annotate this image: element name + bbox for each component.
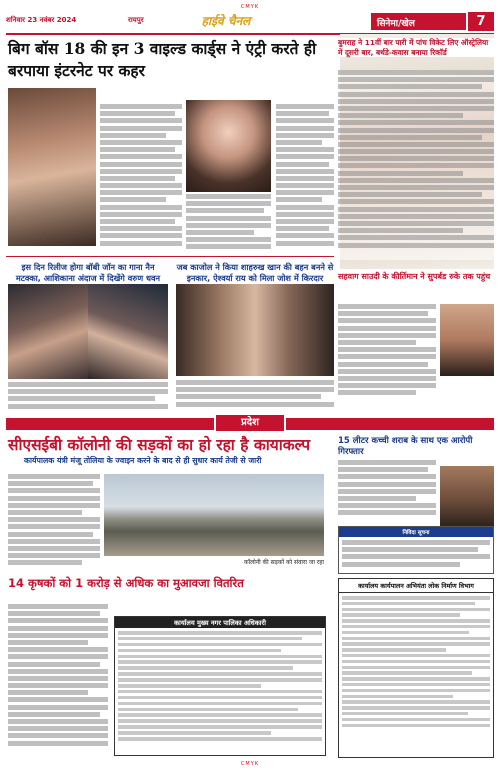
tender-listing	[338, 526, 494, 574]
middle-left-column	[8, 382, 168, 414]
header-brand: हाईवे चैनल	[201, 14, 251, 28]
middle-left-headline: इस दिन रिलीज होगा बॉबी जॉन का गाना नैन मटक्का, आशिकाना अंदाज में दिखेंगे वरुण धवन	[15, 262, 161, 283]
pradesh-right-headline: 15 लीटर कच्ची शराब के साथ एक आरोपी गिरफ्तार	[338, 436, 473, 457]
right-second-column	[338, 304, 436, 404]
pwd-notice	[338, 578, 494, 758]
lead-column-3	[276, 104, 334, 254]
tender-listing-title: निविदा सूचना	[339, 527, 493, 537]
section-band-title: प्रदेश	[214, 415, 286, 431]
municipal-notice-title: कार्यालय मुख्य नगर पालिका अधिकारी	[115, 617, 325, 628]
header-date: शनिवार 23 नवंबर 2024	[6, 16, 77, 24]
section-label: सिनेमा/खेल	[371, 13, 466, 30]
right-second-headline: सहवाग साउदी के कीर्तिमान ने सुपर्बड रुके तक पहुंच	[338, 272, 491, 281]
middle-right-column	[176, 380, 334, 414]
lead-photo-left	[8, 88, 96, 246]
page-header	[6, 12, 494, 32]
pradesh-right-photo	[440, 466, 494, 528]
right-top-headline: बुमराह ने 11वीं बार पारी में पांच विकेट लिए ऑस्ट्रेलिया में दूसरी बार, बर्थडे-कवास बनाया रिकॉर्ड	[338, 38, 494, 57]
bottom-column-1	[8, 604, 108, 754]
middle-left-photo-1	[8, 284, 88, 379]
lead-column-2	[186, 194, 271, 254]
bottom-headline: 14 कृषकों को 1 करोड़ से अधिक का मुआवजा वितरित	[8, 576, 244, 590]
pradesh-subheadline: कार्यपालक यंत्री मंजू तोलिया के ज्वाइन करने के बाद से ही सुधार कार्य तेजी से जारी	[24, 456, 262, 465]
header-city: रायपुर	[128, 16, 144, 24]
right-second-photo	[440, 304, 494, 376]
middle-left-photo-2	[88, 284, 168, 379]
cmyk-mark-top: CMYK	[240, 4, 260, 10]
pradesh-photo-caption: कॉलोनी की सड़कों को संवारा जा रहा	[243, 559, 324, 566]
pwd-notice-title: कार्यालय कार्यपालन अभियंता लोक निर्माण विभाग	[339, 579, 493, 593]
mid-rule	[6, 256, 334, 257]
right-top-column	[338, 70, 494, 260]
middle-right-headline: जब काजोल ने किया शाहरुख खान की बहन बनने से इनकार, ऐश्वर्या राय को मिला जोश में किरदार	[176, 262, 334, 283]
pradesh-headline: सीएसईबी कॉलोनी की सड़कों का हो रहा है कायाकल्प	[8, 436, 311, 454]
lead-photo-center	[186, 100, 271, 192]
newspaper-page	[6, 4, 494, 766]
pradesh-right-column	[338, 460, 436, 524]
pradesh-column-1	[8, 474, 100, 569]
middle-right-photo	[176, 284, 334, 376]
municipal-notice	[114, 616, 326, 756]
page-number: 7	[468, 12, 494, 31]
lead-headline: बिग बॉस 18 की इन 3 वाइल्ड कार्ड्स ने एंट्री करते ही बरपाया इंटरनेट पर कहर	[8, 39, 317, 80]
cmyk-mark-bottom: CMYK	[240, 761, 260, 767]
pradesh-photo	[104, 474, 324, 556]
lead-column-1	[100, 104, 182, 254]
